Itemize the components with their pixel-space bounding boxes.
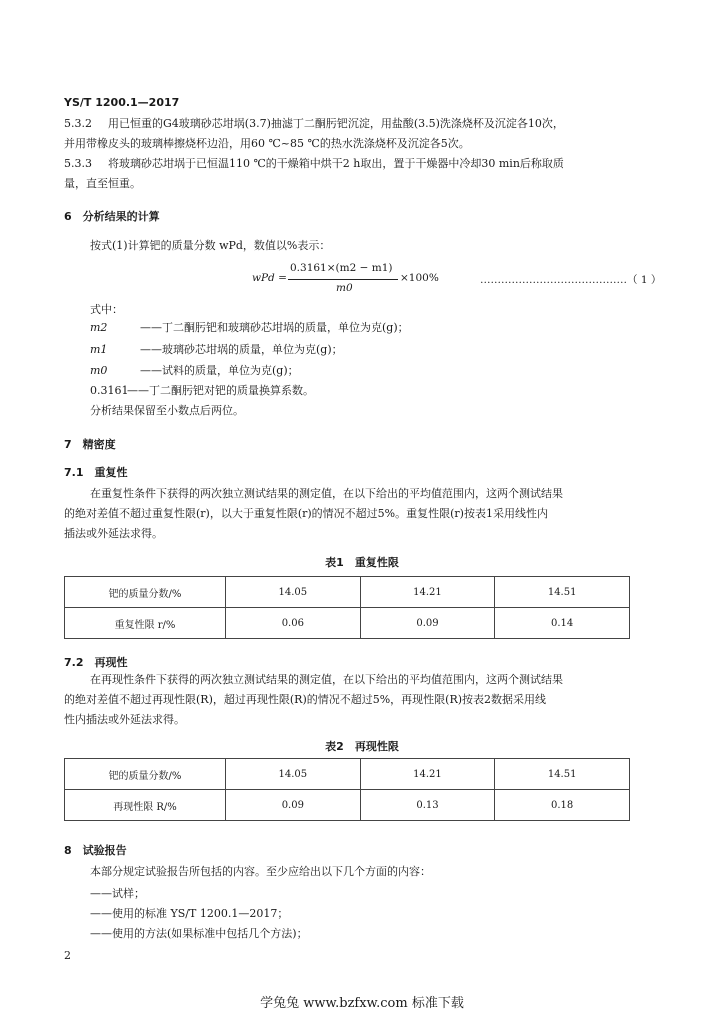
report-item: ——使用的标准 YS/T 1200.1—2017； (90, 907, 289, 920)
section-5-3-2-num: 5.3.2 (64, 117, 92, 130)
section-5-3-2-line1: 用已恒重的G4玻璃砂芯坩埚(3.7)抽滤丁二酮肟钯沉淀，用盐酸(3.5)洗涤烧杯及沉淀各10次， (108, 117, 564, 130)
table-cell: 重复性限 r/% (65, 608, 226, 639)
table-row (65, 577, 630, 608)
table-cell: 0.14 (495, 608, 630, 639)
table-cell: 0.18 (495, 790, 630, 821)
section-5-3-3-num: 5.3.3 (64, 157, 92, 170)
table-row (65, 759, 630, 790)
formula-lhs: wPd = (252, 272, 287, 284)
section-5-3-3-line2: 量，直至恒重。 (64, 177, 141, 190)
def-symbol-m0: m0 (90, 364, 108, 377)
section-7-title: 7 精密度 (64, 438, 116, 451)
table-cell: 14.21 (360, 577, 495, 608)
section-7-1-line3: 插法或外延法求得。 (64, 527, 163, 540)
table-cell: 钯的质量分数/% (65, 759, 226, 790)
table-cell: 0.06 (226, 608, 361, 639)
section-8-title: 8 试验报告 (64, 844, 127, 857)
report-item: ——试样； (90, 887, 145, 900)
section-6-intro: 按式(1)计算钯的质量分数 wPd，数值以%表示： (90, 239, 331, 252)
section-6-title: 6 分析结果的计算 (64, 210, 160, 223)
def-desc-factor: ——丁二酮肟钯对钯的质量换算系数。 (127, 384, 314, 397)
formula-fraction-bar (288, 279, 398, 280)
formula-denominator: m0 (336, 282, 353, 294)
table-cell: 14.05 (226, 759, 361, 790)
formula-numerator: 0.3161×(m2 − m1) (290, 262, 393, 274)
table1-caption: 表1 重复性限 (325, 556, 399, 569)
def-desc-m0: ——试料的质量，单位为克(g)； (140, 364, 299, 377)
table-row (65, 790, 630, 821)
table2-caption: 表2 再现性限 (325, 740, 399, 753)
section-7-2-line1: 在再现性条件下获得的两次独立测试结果的测定值，在以下给出的平均值范围内，这两个测试结果 (90, 673, 563, 686)
table-row (65, 608, 630, 639)
def-symbol-factor: 0.3161 (90, 384, 129, 397)
standard-id-header: YS/T 1200.1—2017 (64, 96, 180, 109)
formula-where: 式中： (90, 303, 123, 316)
table-cell: 再现性限 R/% (65, 790, 226, 821)
def-symbol-m2: m2 (90, 321, 108, 334)
section-7-1-line1: 在重复性条件下获得的两次独立测试结果的测定值，在以下给出的平均值范围内，这两个测试结果 (90, 487, 563, 500)
result-precision-note: 分析结果保留至小数点后两位。 (90, 404, 244, 417)
section-5-3-3-line1: 将玻璃砂芯坩埚于已恒温110 ℃的干燥箱中烘干2 h取出，置于干燥器中冷却30 min后称取质 (108, 157, 564, 170)
table-cell: 14.05 (226, 577, 361, 608)
table-cell: 14.21 (360, 759, 495, 790)
def-symbol-m1: m1 (90, 343, 108, 356)
table-cell: 0.13 (360, 790, 495, 821)
table-cell: 0.09 (360, 608, 495, 639)
table-cell: 0.09 (226, 790, 361, 821)
section-8-intro: 本部分规定试验报告所包括的内容。至少应给出以下几个方面的内容： (90, 865, 431, 878)
table1-repeatability (64, 576, 630, 639)
section-7-2-line3: 性内插法或外延法求得。 (64, 713, 185, 726)
table-cell: 14.51 (495, 577, 630, 608)
section-7-2-title: 7.2 再现性 (64, 656, 128, 669)
page-number: 2 (64, 949, 71, 962)
section-7-1-title: 7.1 重复性 (64, 466, 128, 479)
table-cell: 14.51 (495, 759, 630, 790)
site-footer: 学兔兔 www.bzfxw.com 标准下载 (260, 996, 464, 1011)
def-desc-m2: ——丁二酮肟钯和玻璃砂芯坩埚的质量，单位为克(g)； (140, 321, 409, 334)
formula-reference: ……………………………………（ 1 ） (480, 274, 662, 286)
report-item: ——使用的方法(如果标准中包括几个方法)； (90, 927, 308, 940)
section-5-3-2-line2: 并用带橡皮头的玻璃棒擦烧杯边沿，用60 ℃~85 ℃的热水洗涤烧杯及沉淀各5次。 (64, 137, 470, 150)
table-cell: 钯的质量分数/% (65, 577, 226, 608)
section-7-1-line2: 的绝对差值不超过重复性限(r)，以大于重复性限(r)的情况不超过5%。重复性限(r)按表1采用线性内 (64, 507, 548, 520)
table2-reproducibility (64, 758, 630, 821)
formula-tail: ×100% (400, 272, 439, 284)
section-7-2-line2: 的绝对差值不超过再现性限(R)，超过再现性限(R)的情况不超过5%，再现性限(R)按表2数据采用线 (64, 693, 547, 706)
def-desc-m1: ——玻璃砂芯坩埚的质量，单位为克(g)； (140, 343, 343, 356)
